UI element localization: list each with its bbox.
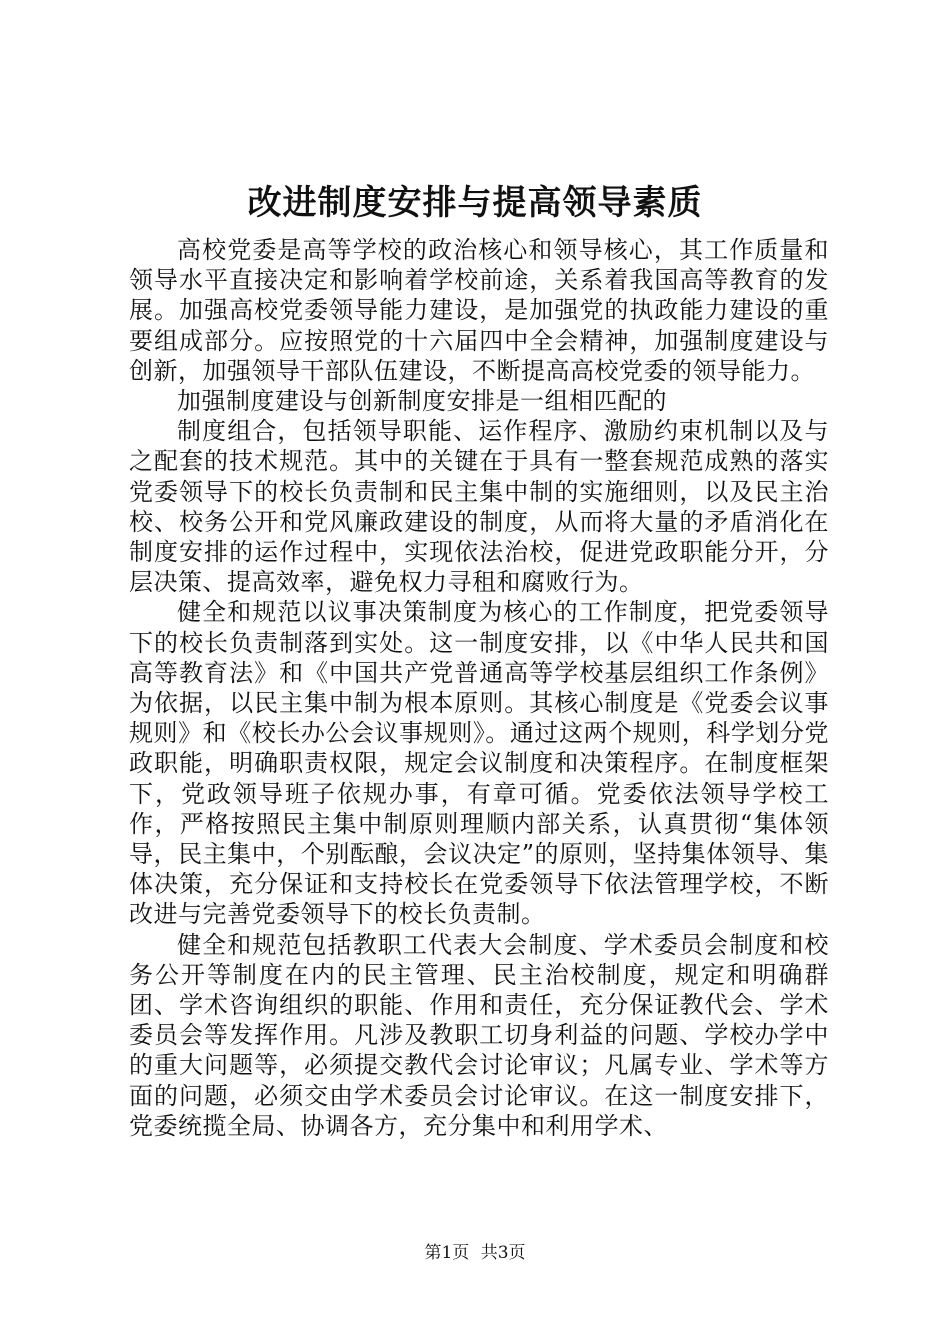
paragraph: 健全和规范以议事决策制度为核心的工作制度，把党委领导下的校长负责制落到实处。这一制度安排，以《中华人民共和国高等教育法》和《中国共产党普通高等学校基层组织工作条例》为依据，以民主集中制为根本原则。其核心制度是《党委会议事规则》和《校长办公会议事规则》。通过这两个规则，科学划分党政职能，明确职责权限，规定会议制度和决策程序。在制度框架下，党政领导班子依规办事，有章可循。党委依法领导学校工作，严格按照民主集中制原则理顺内部关系，认真贯彻“集体领导，民主集中，个别酝酿，会议决定”的原则，坚持集体领导、集体决策，充分保证和支持校长在党委领导下依法管理学校，不断改进与完善党委领导下的校长负责制。 — [129, 598, 829, 929]
paragraph: 高校党委是高等学校的政治核心和领导核心，其工作质量和领导水平直接决定和影响着学校前途，关系着我国高等教育的发展。加强高校党委领导能力建设，是加强党的执政能力建设的重要组成部分。应按照党的十六届四中全会精神，加强制度建设与创新，加强领导干部队伍建设，不断提高高校党委的领导能力。 — [129, 236, 829, 385]
page-total: 共3页 — [480, 1243, 526, 1263]
paragraph: 加强制度建设与创新制度安排是一组相匹配的 — [177, 387, 667, 416]
paragraph: 制度组合，包括领导职能、运作程序、激励约束机制以及与之配套的技术规范。其中的关键在于具有一整套规范成熟的落实党委领导下的校长负责制和民主集中制的实施细则，以及民主治校、校务公开和党风廉政建设的制度，从而将大量的矛盾消化在制度安排的运作过程中，实现依法治校，促进党政职能分开，分层决策、提高效率，避免权力寻租和腐败行为。 — [129, 417, 829, 597]
page-footer — [0, 1242, 950, 1264]
document-title: 改进制度安排与提高领导素质 — [247, 183, 703, 223]
document-body — [129, 235, 829, 1141]
paragraph: 健全和规范包括教职工代表大会制度、学术委员会制度和校务公开等制度在内的民主管理、民主治校制度，规定和明确群团、学术咨询组织的职能、作用和责任，充分保证教代会、学术委员会等发挥作用。凡涉及教职工切身利益的问题、学校办学中的重大问题等，必须提交教代会讨论审议；凡属专业、学术等方面的问题，必须交由学术委员会讨论审议。在这一制度安排下，党委统揽全局、协调各方，充分集中和利用学术、 — [129, 930, 829, 1140]
page-number: 第1页 — [424, 1243, 470, 1263]
